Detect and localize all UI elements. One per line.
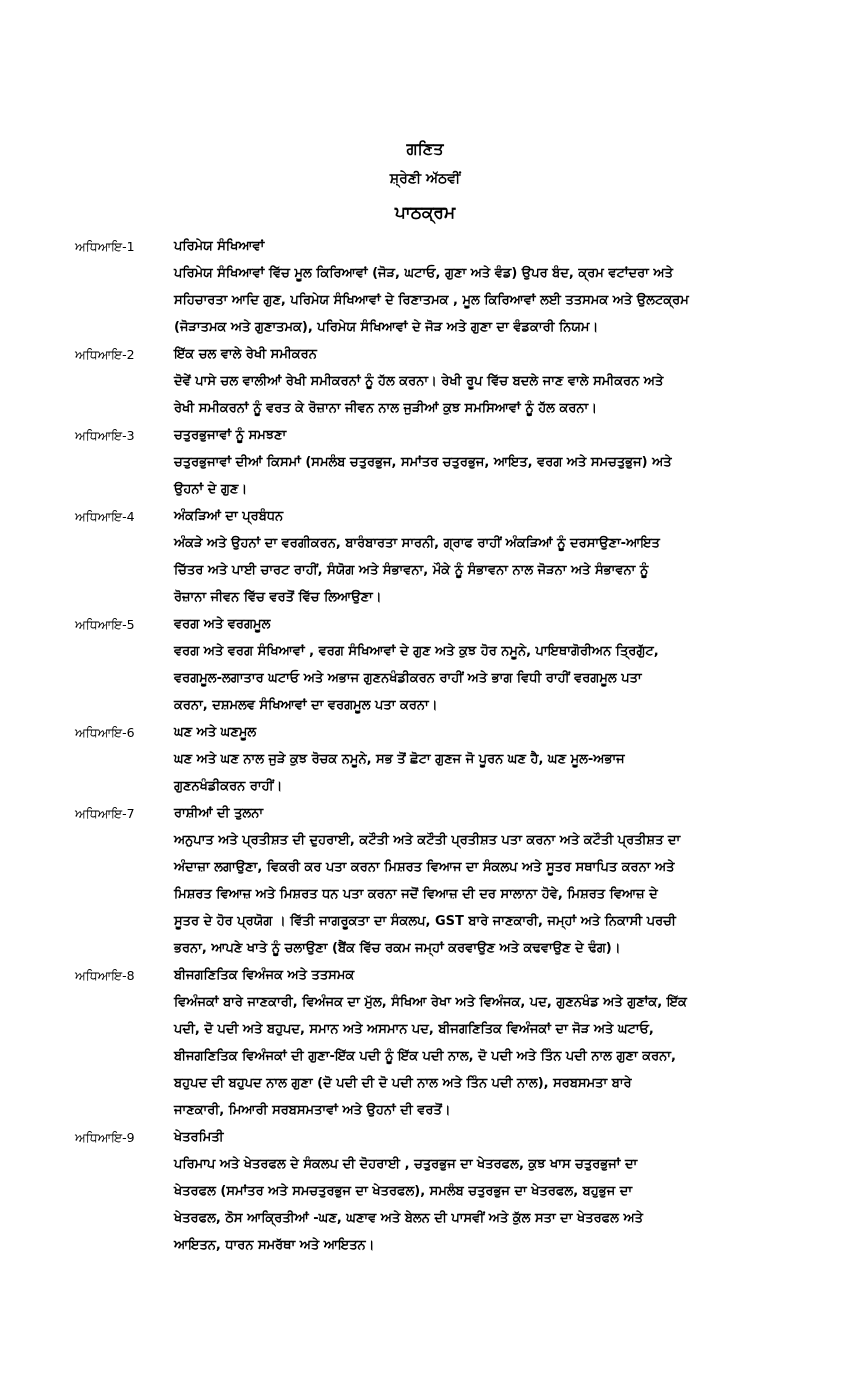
chapter-description-line: ਵਰਗ ਅਤੇ ਵਰਗ ਸੰਖਿਆਵਾਂ , ਵਰਗ ਸੰਖਿਆਵਾਂ ਦੇ ਗੁਣ ਅਤੇ ਕੁਝ ਹੋਰ ਨਮੂਨੇ, ਪਾਇਥਾਗੋਰੀਅਨ ਤ੍ਰਿਗੁੱਟ, bbox=[174, 644, 659, 659]
chapter-heading bbox=[75, 719, 795, 746]
chapter-number: ਅਧਿਆਇ-2 bbox=[75, 347, 135, 362]
chapter-number: ਅਧਿਆਇ-9 bbox=[75, 1130, 135, 1145]
chapter-title: ਬੀਜਗਣਿਤਿਕ ਵਿਅੰਜਕ ਅਤੇ ਤਤਸਮਕ bbox=[174, 968, 355, 983]
chapter-heading bbox=[75, 233, 795, 260]
chapter-description-line: ਕਰਨਾ, ਦਸ਼ਮਲਵ ਸੰਖਿਆਵਾਂ ਦਾ ਵਰਗਮੂਲ ਪਤਾ ਕਰਨਾ। bbox=[174, 698, 438, 713]
chapter-description-line: ਬੀਜਗਣਿਤਿਕ ਵਿਅੰਜਕਾਂ ਦੀ ਗੁਣਾ-ਇੱਕ ਪਦੀ ਨੂੰ ਇੱਕ ਪਦੀ ਨਾਲ, ਦੋ ਪਦੀ ਅਤੇ ਤਿੰਨ ਪਦੀ ਨਾਲ ਗੁਣਾ ਕਰਨਾ, bbox=[174, 1049, 676, 1064]
chapter-heading bbox=[75, 962, 795, 989]
chapter-list bbox=[75, 233, 795, 1259]
chapter-block bbox=[75, 611, 795, 719]
chapter-description-line: ਵਿਅੰਜਕਾਂ ਬਾਰੇ ਜਾਣਕਾਰੀ, ਵਿਅੰਜਕ ਦਾ ਮੁੱਲ, ਸੰਖਿਆ ਰੇਖਾ ਅਤੇ ਵਿਅੰਜਕ, ਪਦ, ਗੁਣਨਖੰਡ ਅਤੇ ਗੁਣਾਂਕ, ਇੱਕ bbox=[174, 995, 687, 1010]
chapter-title: ਅੰਕੜਿਆਂ ਦਾ ਪ੍ਰਬੰਧਨ bbox=[174, 509, 284, 524]
chapter-number: ਅਧਿਆਇ-7 bbox=[75, 806, 135, 821]
chapter-heading bbox=[75, 503, 795, 530]
chapter-description bbox=[174, 638, 804, 719]
chapter-block bbox=[75, 503, 795, 611]
chapter-description-line: ਘਣ ਅਤੇ ਘਣ ਨਾਲ ਜੁੜੇ ਕੁਝ ਰੋਚਕ ਨਮੂਨੇ, ਸਭ ਤੋਂ ਛੋਟਾ ਗੁਣਜ ਜੋ ਪੂਰਨ ਘਣ ਹੈ, ਘਣ ਮੂਲ-ਅਭਾਜ bbox=[174, 752, 625, 767]
chapter-number: ਅਧਿਆਇ-5 bbox=[75, 617, 135, 632]
chapter-number: ਅਧਿਆਇ-6 bbox=[75, 725, 135, 740]
chapter-heading bbox=[75, 422, 795, 449]
chapter-description bbox=[174, 1151, 804, 1259]
chapter-description bbox=[174, 368, 804, 422]
chapter-description-line: ਰੋਜ਼ਾਨਾ ਜੀਵਨ ਵਿੱਚ ਵਰਤੋਂ ਵਿੱਚ ਲਿਆਉਣਾ। bbox=[174, 590, 382, 605]
chapter-title: ਚਤੁਰਭੁਜਾਵਾਂ ਨੂੰ ਸਮਝਣਾ bbox=[174, 428, 287, 443]
chapter-description-line: ਅਨੁਪਾਤ ਅਤੇ ਪ੍ਰਤੀਸ਼ਤ ਦੀ ਦੁਹਰਾਈ, ਕਟੌਤੀ ਅਤੇ ਕਟੌਤੀ ਪ੍ਰਤੀਸ਼ਤ ਪਤਾ ਕਰਨਾ ਅਤੇ ਕਟੌਤੀ ਪ੍ਰਤੀਸ਼ਤ ਦਾ bbox=[174, 833, 681, 848]
chapter-number: ਅਧਿਆਇ-8 bbox=[75, 968, 135, 983]
grade-title: ਸ਼੍ਰੇਣੀ ਅੱਠਵੀਂ bbox=[389, 171, 461, 187]
chapter-description bbox=[174, 989, 804, 1124]
chapter-heading bbox=[75, 611, 795, 638]
chapter-description-line: ਮਿਸ਼ਰਤ ਵਿਆਜ਼ ਅਤੇ ਮਿਸ਼ਰਤ ਧਨ ਪਤਾ ਕਰਨਾ ਜਦੋਂ ਵਿਆਜ਼ ਦੀ ਦਰ ਸਾਲਾਨਾ ਹੋਵੇ, ਮਿਸ਼ਰਤ ਵਿਆਜ਼ ਦੇ bbox=[174, 887, 658, 902]
chapter-title: ਰਾਸ਼ੀਆਂ ਦੀ ਤੁਲਨਾ bbox=[174, 806, 264, 821]
chapter-description-line: (ਜੋੜਾਤਮਕ ਅਤੇ ਗੁਣਾਤਮਕ), ਪਰਿਮੇਯ ਸੰਖਿਆਵਾਂ ਦੇ ਜੋੜ ਅਤੇ ਗੁਣਾ ਦਾ ਵੰਡਕਾਰੀ ਨਿਯਮ। bbox=[174, 320, 599, 335]
subject-title: ਗਣਿਤ bbox=[406, 139, 444, 158]
chapter-block bbox=[75, 800, 795, 962]
chapter-description-line: ਅੰਕੜੇ ਅਤੇ ਉਹਨਾਂ ਦਾ ਵਰਗੀਕਰਨ, ਬਾਰੰਬਾਰਤਾ ਸਾਰਨੀ, ਗ੍ਰਾਫ ਰਾਹੀਂ ਅੰਕੜਿਆਂ ਨੂੰ ਦਰਸਾਉਣਾ-ਆਇਤ bbox=[174, 536, 660, 551]
chapter-block bbox=[75, 1124, 795, 1259]
chapter-heading bbox=[75, 1124, 795, 1151]
chapter-heading bbox=[75, 341, 795, 368]
chapter-block bbox=[75, 962, 795, 1124]
chapter-description-line: ਪਰਿਮਾਪ ਅਤੇ ਖੇਤਰਫਲ ਦੇ ਸੰਕਲਪ ਦੀ ਦੋਹਰਾਈ , ਚਤੁਰਭੁਜ ਦਾ ਖੇਤਰਫਲ, ਕੁਝ ਖਾਸ ਚਤੁਰਭੁਜਾਂ ਦਾ bbox=[174, 1157, 638, 1172]
chapter-title: ਘਣ ਅਤੇ ਘਣਮੂਲ bbox=[174, 725, 257, 740]
chapter-block bbox=[75, 233, 795, 341]
chapter-description-line: ਵਰਗਮੂਲ-ਲਗਾਤਾਰ ਘਟਾਓ ਅਤੇ ਅਭਾਜ ਗੁਣਨਖੰਡੀਕਰਨ ਰਾਹੀਂ ਅਤੇ ਭਾਗ ਵਿਧੀ ਰਾਹੀਂ ਵਰਗਮੂਲ ਪਤਾ bbox=[174, 671, 642, 686]
chapter-title: ਖੇਤਰਮਿਤੀ bbox=[174, 1130, 224, 1145]
chapter-description-line: ਦੋਵੇਂ ਪਾਸੇ ਚਲ ਵਾਲੀਆਂ ਰੇਖੀ ਸਮੀਕਰਨਾਂ ਨੂੰ ਹੱਲ ਕਰਨਾ। ਰੇਖੀ ਰੂਪ ਵਿੱਚ ਬਦਲੇ ਜਾਣ ਵਾਲੇ ਸਮੀਕਰਨ ਅਤੇ bbox=[174, 374, 664, 389]
chapter-description bbox=[174, 260, 804, 341]
chapter-description-line: ਉਹਨਾਂ ਦੇ ਗੁਣ। bbox=[174, 482, 248, 497]
chapter-description-line: ਅੰਦਾਜ਼ਾ ਲਗਾਉਣਾ, ਵਿਕਰੀ ਕਰ ਪਤਾ ਕਰਨਾ ਮਿਸ਼ਰਤ ਵਿਆਜ ਦਾ ਸੰਕਲਪ ਅਤੇ ਸੂਤਰ ਸਥਾਪਿਤ ਕਰਨਾ ਅਤੇ bbox=[174, 860, 675, 875]
chapter-number: ਅਧਿਆਇ-1 bbox=[75, 239, 135, 254]
chapter-title: ਇੱਕ ਚਲ ਵਾਲੇ ਰੇਖੀ ਸਮੀਕਰਨ bbox=[174, 347, 317, 362]
chapter-description-line: ਪਰਿਮੇਯ ਸੰਖਿਆਵਾਂ ਵਿੱਚ ਮੂਲ ਕਿਰਿਆਵਾਂ (ਜੋੜ, ਘਟਾਓ, ਗੁਣਾ ਅਤੇ ਵੰਡ) ਉਪਰ ਬੰਦ, ਕ੍ਰਮ ਵਟਾਂਦਰਾ ਅਤੇ bbox=[174, 266, 673, 281]
chapter-description-line: ਸੂਤਰ ਦੇ ਹੋਰ ਪ੍ਰਯੋਗ । ਵਿੱਤੀ ਜਾਗਰੂਕਤਾ ਦਾ ਸੰਕਲਪ, GST ਬਾਰੇ ਜਾਣਕਾਰੀ, ਜਮ੍ਹਾਂ ਅਤੇ ਨਿਕਾਸੀ ਪਰਚੀ bbox=[174, 914, 676, 929]
chapter-description-line: ਜਾਣਕਾਰੀ, ਮਿਆਰੀ ਸਰਬਸਮਤਾਵਾਂ ਅਤੇ ਉਹਨਾਂ ਦੀ ਵਰਤੋਂ। bbox=[174, 1103, 451, 1118]
chapter-description-line: ਖੇਤਰਫਲ, ਠੋਸ ਆਕ੍ਰਿਤੀਆਂ -ਘਣ, ਘਣਾਵ ਅਤੇ ਬੇਲਨ ਦੀ ਪਾਸਵੀਂ ਅਤੇ ਕੁੱਲ ਸਤਾ ਦਾ ਖੇਤਰਫਲ ਅਤੇ bbox=[174, 1211, 643, 1226]
chapter-title: ਪਰਿਮੇਯ ਸੰਖਿਆਵਾਂ bbox=[174, 239, 265, 254]
chapter-block bbox=[75, 341, 795, 422]
chapter-description-line: ਭਰਨਾ, ਆਪਣੇ ਖਾਤੇ ਨੂੰ ਚਲਾਉਣਾ (ਬੈਂਕ ਵਿੱਚ ਰਕਮ ਜਮ੍ਹਾਂ ਕਰਵਾਉਣ ਅਤੇ ਕਢਵਾਉਣ ਦੇ ਢੰਗ)। bbox=[174, 941, 621, 956]
chapter-description bbox=[174, 530, 804, 611]
chapter-description-line: ਖੇਤਰਫਲ (ਸਮਾਂਤਰ ਅਤੇ ਸਮਚਤੁਰਭੁਜ ਦਾ ਖੇਤਰਫਲ), ਸਮਲੰਬ ਚਤੁਰਭੁਜ ਦਾ ਖੇਤਰਫਲ, ਬਹੁਭੁਜ ਦਾ bbox=[174, 1184, 633, 1199]
syllabus-heading: ਪਾਠਕ੍ਰਮ bbox=[394, 203, 456, 223]
chapter-description bbox=[174, 746, 804, 800]
chapter-title: ਵਰਗ ਅਤੇ ਵਰਗਮੂਲ bbox=[174, 617, 271, 632]
chapter-description bbox=[174, 449, 804, 503]
chapter-description-line: ਸਹਿਚਾਰਤਾ ਆਦਿ ਗੁਣ, ਪਰਿਮੇਯ ਸੰਖਿਆਵਾਂ ਦੇ ਰਿਣਾਤਮਕ , ਮੂਲ ਕਿਰਿਆਵਾਂ ਲਈ ਤਤਸਮਕ ਅਤੇ ਉਲਟਕ੍ਰਮ bbox=[174, 293, 689, 308]
chapter-number: ਅਧਿਆਇ-3 bbox=[75, 428, 135, 443]
chapter-block bbox=[75, 422, 795, 503]
chapter-number: ਅਧਿਆਇ-4 bbox=[75, 509, 135, 524]
chapter-description-line: ਰੇਖੀ ਸਮੀਕਰਨਾਂ ਨੂੰ ਵਰਤ ਕੇ ਰੋਜ਼ਾਨਾ ਜੀਵਨ ਨਾਲ ਜੁੜੀਆਂ ਕੁਝ ਸਮਸਿਆਵਾਂ ਨੂੰ ਹੱਲ ਕਰਨਾ। bbox=[174, 401, 598, 416]
chapter-description bbox=[174, 827, 804, 962]
chapter-block bbox=[75, 719, 795, 800]
chapter-description-line: ਪਦੀ, ਦੋ ਪਦੀ ਅਤੇ ਬਹੁਪਦ, ਸਮਾਨ ਅਤੇ ਅਸਮਾਨ ਪਦ, ਬੀਜਗਣਿਤਿਕ ਵਿਅੰਜਕਾਂ ਦਾ ਜੋੜ ਅਤੇ ਘਟਾਓ, bbox=[174, 1022, 654, 1037]
chapter-description-line: ਬਹੁਪਦ ਦੀ ਬਹੁਪਦ ਨਾਲ ਗੁਣਾ (ਦੋ ਪਦੀ ਦੀ ਦੋ ਪਦੀ ਨਾਲ ਅਤੇ ਤਿੰਨ ਪਦੀ ਨਾਲ), ਸਰਬਸਮਤਾ ਬਾਰੇ bbox=[174, 1076, 632, 1091]
chapter-description-line: ਆਇਤਨ, ਧਾਰਨ ਸਮਰੱਥਾ ਅਤੇ ਆਇਤਨ। bbox=[174, 1238, 375, 1253]
chapter-description-line: ਚਤੁਰਭੁਜਾਵਾਂ ਦੀਆਂ ਕਿਸਮਾਂ (ਸਮਲੰਬ ਚਤੁਰਭੁਜ, ਸਮਾਂਤਰ ਚਤੁਰਭੁਜ, ਆਇਤ, ਵਰਗ ਅਤੇ ਸਮਚਤੁਭੁਜ) ਅਤੇ bbox=[174, 455, 672, 470]
chapter-description-line: ਚਿੱਤਰ ਅਤੇ ਪਾਈ ਚਾਰਟ ਰਾਹੀਂ, ਸੰਯੋਗ ਅਤੇ ਸੰਭਾਵਨਾ, ਮੌਕੇ ਨੂੰ ਸੰਭਾਵਨਾ ਨਾਲ ਜੋੜਨਾ ਅਤੇ ਸੰਭਾਵਨਾ ਨੂੰ bbox=[174, 563, 649, 578]
chapter-heading bbox=[75, 800, 795, 827]
chapter-description-line: ਗੁਣਨਖੰਡੀਕਰਨ ਰਾਹੀਂ। bbox=[174, 779, 283, 794]
